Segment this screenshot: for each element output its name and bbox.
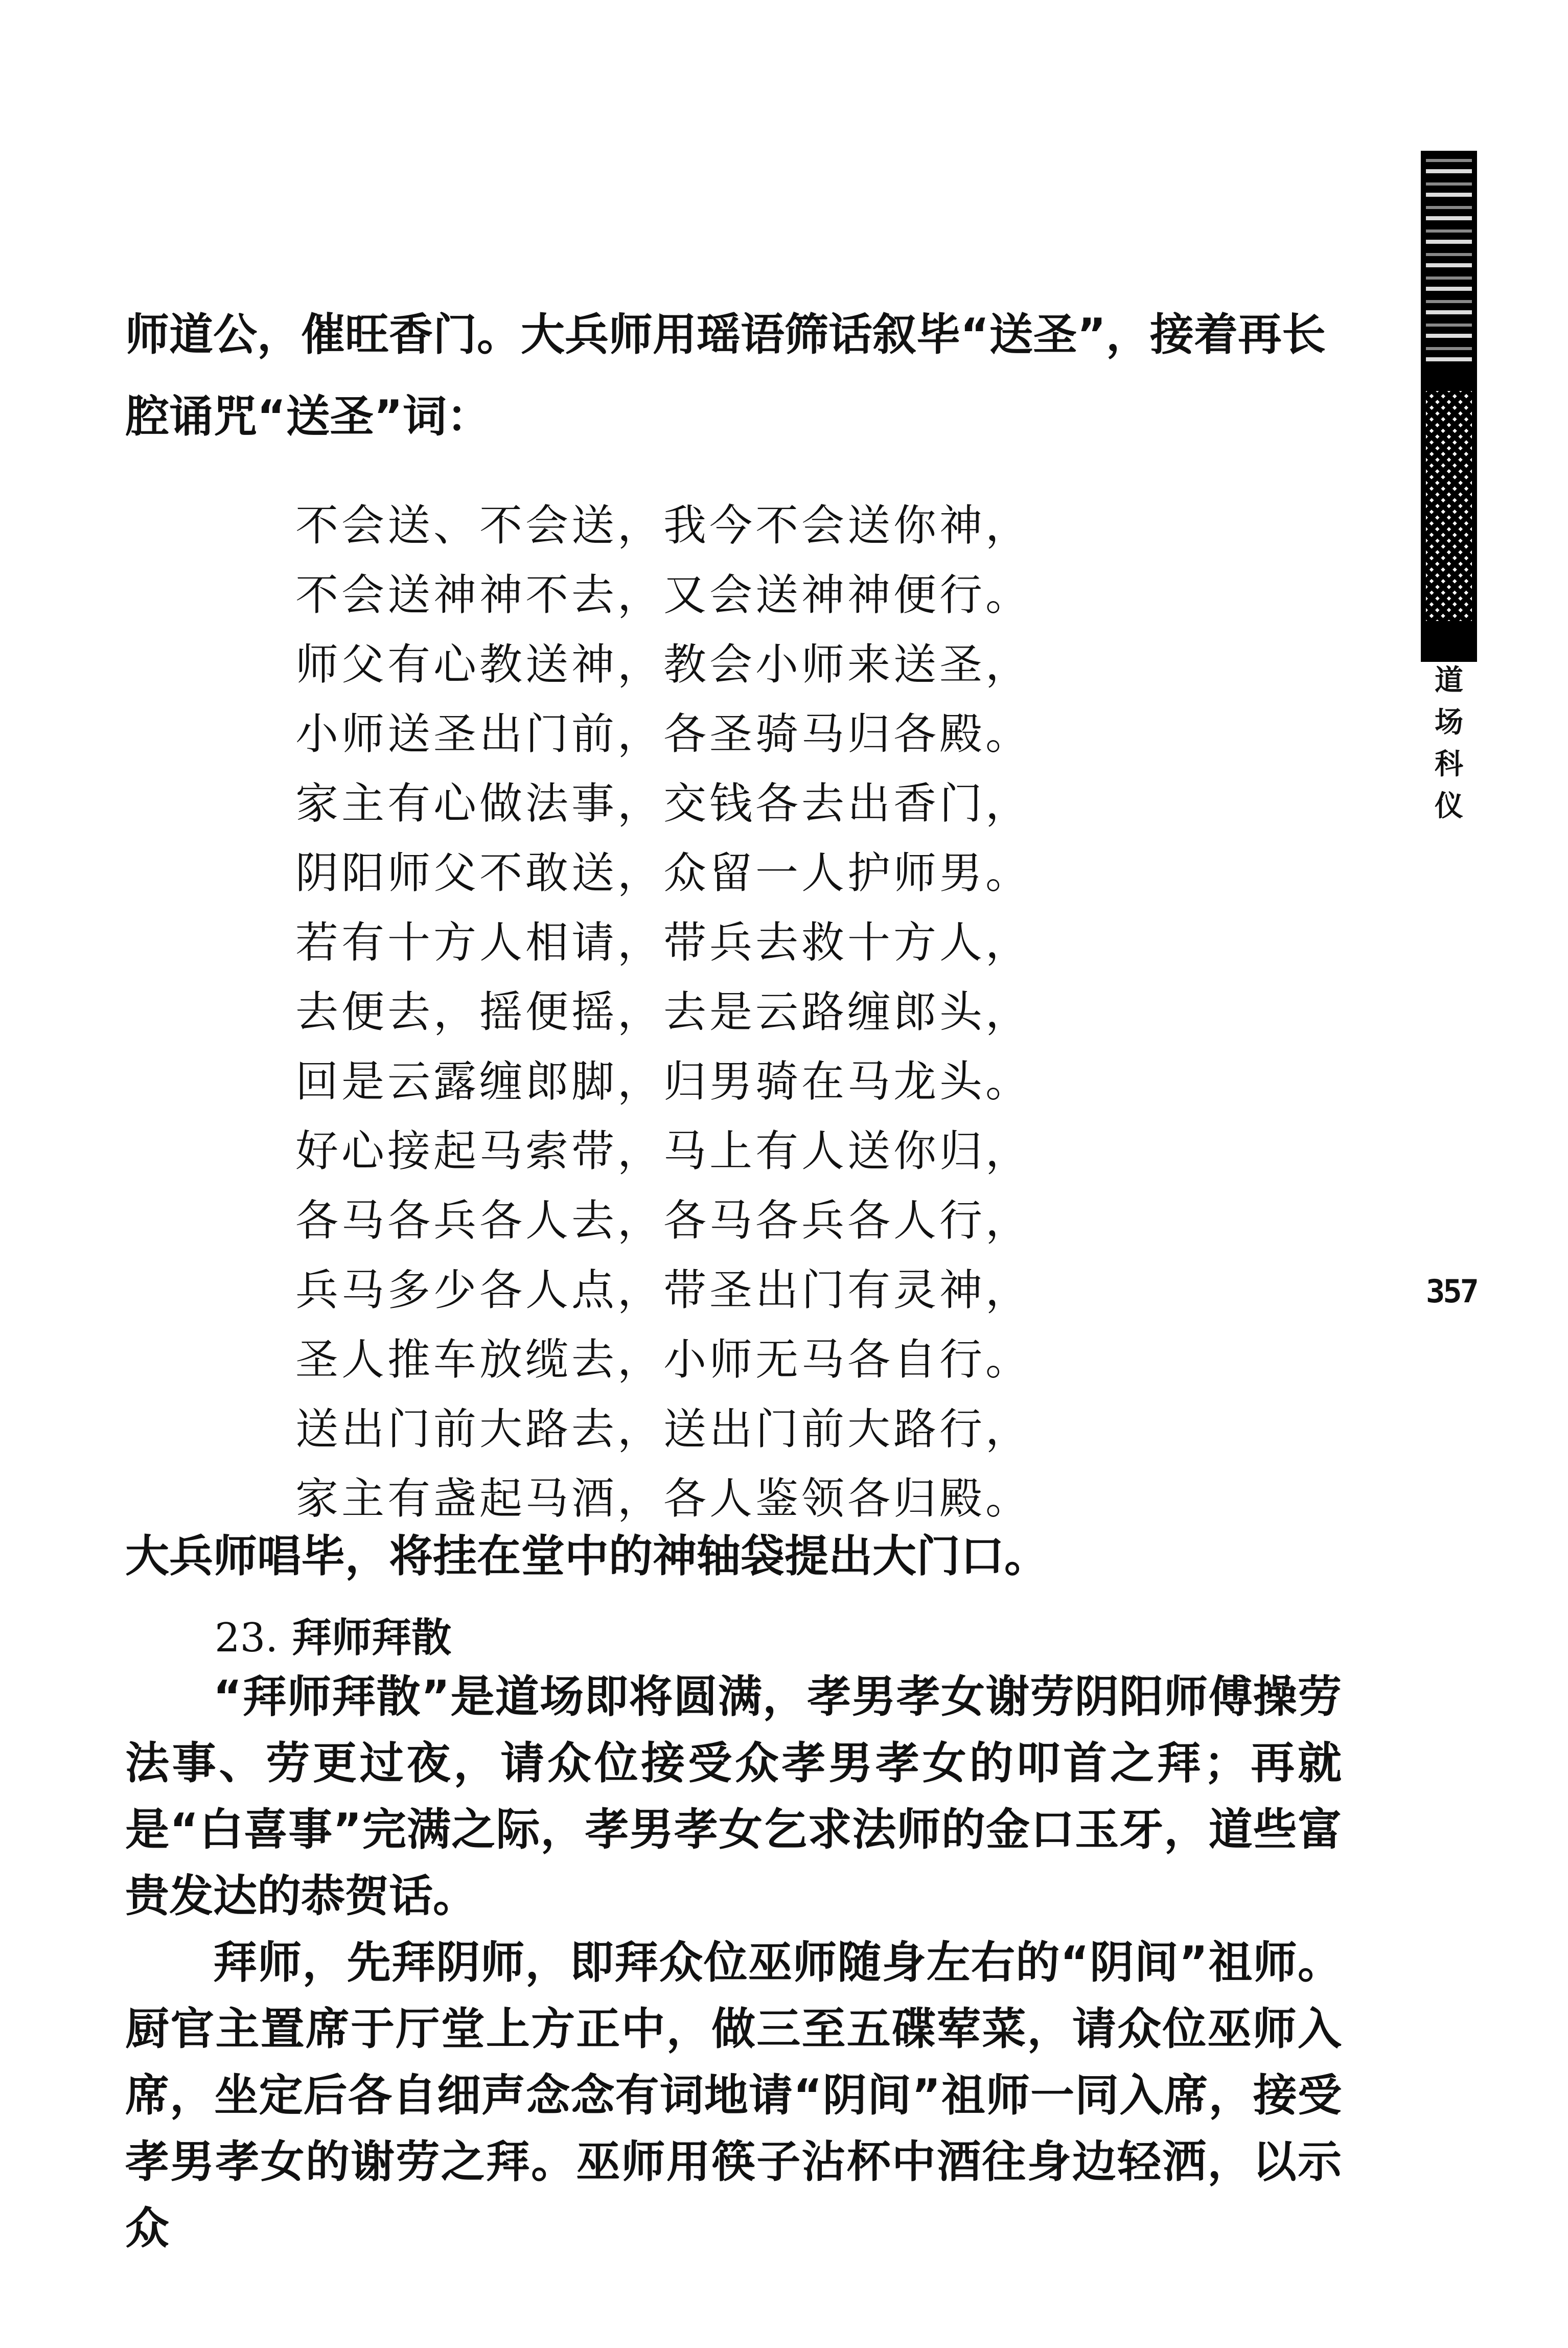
verse-line: 好心接起马索带，马上有人送你归， bbox=[295, 1126, 1032, 1176]
section-number: 23. bbox=[215, 1615, 279, 1661]
intro-paragraph: 师道公，催旺香门。大兵师用瑶语筛话叙毕“送圣”，接着再长腔诵咒“送圣”词： bbox=[125, 309, 1326, 442]
side-label-char: 场 bbox=[1435, 705, 1463, 739]
brocade-divider bbox=[1426, 371, 1472, 391]
side-label-char: 仪 bbox=[1435, 789, 1463, 823]
verse-line: 阴阳师父不敢送，众留一人护师男。 bbox=[295, 848, 1032, 898]
verse-line: 各马各兵各人去，各马各兵各人行， bbox=[295, 1195, 1032, 1246]
page-number: 357 bbox=[1426, 1273, 1477, 1310]
brocade-stripe-top bbox=[1426, 156, 1472, 371]
verse-block bbox=[295, 491, 1032, 1533]
side-label-char: 道 bbox=[1435, 663, 1463, 697]
body-paragraph-1: “拜师拜散”是道场即将圆满，孝男孝女谢劳阴阳师傅操劳法事、劳更过夜，请众位接受众孝男孝女的叩首之拜；再就是“白喜事”完满之际，孝男孝女乞求法师的金口玉牙，道些富贵发达的恭贺话。 bbox=[125, 1671, 1342, 1922]
verse-line: 家主有心做法事，交钱各去出香门， bbox=[295, 778, 1032, 828]
section-title: 拜师拜散 bbox=[292, 1615, 452, 1661]
brocade-stripe-bottom bbox=[1426, 621, 1472, 657]
after-verse-paragraph: 大兵师唱毕，将挂在堂中的神轴袋提出大门口。 bbox=[125, 1531, 1048, 1582]
verse-line: 圣人推车放缆去，小师无马各自行。 bbox=[295, 1334, 1032, 1385]
verse-line: 不会送、不会送，我今不会送你神， bbox=[295, 500, 1032, 550]
side-label-char: 科 bbox=[1435, 747, 1463, 781]
verse-line: 去便去，摇便摇，去是云路缠郎头， bbox=[295, 987, 1032, 1037]
verse-line: 家主有盏起马酒，各人鉴领各归殿。 bbox=[295, 1474, 1032, 1524]
verse-line: 师父有心教送神，教会小师来送圣， bbox=[295, 639, 1032, 689]
decorative-brocade-band bbox=[1421, 151, 1477, 662]
verse-line: 回是云露缠郎脚，归男骑在马龙头。 bbox=[295, 1056, 1032, 1107]
brocade-diamond-pattern bbox=[1426, 391, 1472, 631]
verse-line: 不会送神神不去，又会送神神便行。 bbox=[295, 570, 1032, 620]
verse-line: 若有十方人相请，带兵去救十方人， bbox=[295, 917, 1032, 968]
verse-line: 小师送圣出门前，各圣骑马归各殿。 bbox=[295, 709, 1032, 759]
body-paragraph-2: 拜师，先拜阴师，即拜众位巫师随身左右的“阴间”祖师。厨官主置席于厅堂上方正中，做三至五碟荤菜，请众位巫师入席，坐定后各自细声念念有词地请“阴间”祖师一同入席，接受孝男孝女的谢劳之拜。巫师用筷子沾杯中酒往身边轻洒，以示众 bbox=[125, 1937, 1342, 2254]
running-section-label bbox=[1428, 659, 1469, 827]
verse-line: 兵马多少各人点，带圣出门有灵神， bbox=[295, 1265, 1032, 1315]
verse-line: 送出门前大路去，送出门前大路行， bbox=[295, 1404, 1032, 1454]
